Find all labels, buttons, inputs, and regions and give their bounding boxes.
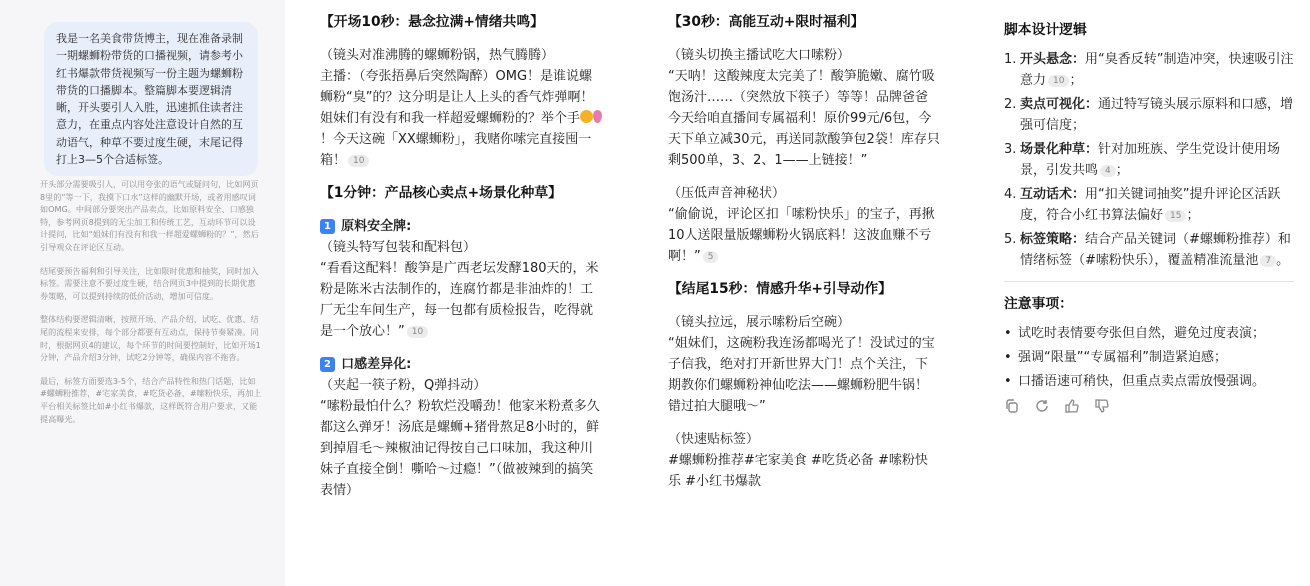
list-item-text: 通过特写镜头展示原料和口感，增强可信度； <box>1020 97 1294 133</box>
list-item <box>1004 94 1302 136</box>
stage-direction: （镜头对准沸腾的螺蛳粉锅，热气腾腾） <box>320 48 555 63</box>
list-index: 5. <box>1004 232 1017 247</box>
user-prompt-bubble: 我是一名美食带货博主，现在准备录制一期螺蛳粉带货的口播视频，请参考小红书爆款带货视频写一份主题为螺蛳粉带货的口播脚本。整篇脚本要逻辑清晰，开头要引人入胜，迅速抓住读者注意力，在重点内容处注意设计自然的互动语气，种草不要过度生硬，末尾记得打上3—5个合适标签。 <box>44 22 258 176</box>
list-item <box>1004 184 1302 226</box>
citation-badge[interactable]: 4 <box>1100 165 1116 177</box>
list-item-title: 开头悬念： <box>1020 52 1086 67</box>
prompt-panel <box>0 0 285 586</box>
citation-badge[interactable]: 10 <box>1048 75 1069 87</box>
list-item <box>1004 49 1302 91</box>
section-heading-core: 【1分钟：产品核心卖点+场景化种草】 <box>320 185 562 201</box>
list-index: 4. <box>1004 187 1017 202</box>
script-line: “嗦粉最怕什么？粉软烂没嚼劲！他家米粉煮多久都这么弹牙！汤底是螺蛳+猪骨熬足8小时的，鲜到掉眉毛～辣椒油记得按自己口味加，我这种川妹子直接全倒！嘶哈～过瘾！”（做被辣到的搞笑表情） <box>320 399 600 498</box>
list-item-tail: 。 <box>1276 253 1290 268</box>
script-line <box>320 66 602 171</box>
script-text: “看看这配料！酸笋是广西老坛发酵180天的，米粉是陈米古法制作的，连腐竹都是非油炸的！工厂无尘车间生产，每一包都有质检报告，吃得就是一个放心！” <box>320 261 599 339</box>
thinking-paragraph: 开头部分需要吸引人，可以用夸张的语气或疑问句，比如网页8里的“等一下，我摸下口水”这样的幽默开场，或者用感叹词如OMG。中间部分要突出产品卖点，比如原料安全、口感独特，参考网页8提到的无尘加工和传统工艺，互动环节可以设计提问，比如“姐妹们有没有和我一样超爱螺蛳粉的？”，然后引导观众在评论区互动。 <box>40 179 259 252</box>
notes-heading: 注意事项： <box>1004 296 1073 312</box>
list-item-tail: ； <box>1186 208 1200 223</box>
citation-badge[interactable]: 10 <box>407 326 428 338</box>
notes-list <box>1004 323 1302 392</box>
section-heading-ending: 【结尾15秒：情感升华+引导动作】 <box>668 281 892 297</box>
stage-direction: （镜头切换主播试吃大口嗦粉） <box>668 48 851 63</box>
note-text: 试吃时表情要夸张但自然，避免过度表演； <box>1018 326 1266 341</box>
list-item <box>1004 371 1302 392</box>
list-item <box>1004 347 1302 368</box>
script-panel-2 <box>648 0 948 586</box>
script-line <box>320 258 602 342</box>
script-text: 主播：（夸张捂鼻后突然陶醉）OMG！是谁说螺蛳粉“臭”的？这分明是让人上头的香气炸弹啊！姐妹们有没有和我一样超爱螺蛳粉的？举个手 <box>320 69 594 126</box>
thinking-paragraph: 最后，标签方面要选3-5个，结合产品特性和热门话题，比如#螺蛳粉推荐，#宅家美食，#吃货必备，#嗦粉快乐，再加上平台相关标签比如#小红书爆款，这样既符合用户要求，又能提高曝光。 <box>40 375 262 424</box>
point-title <box>320 216 602 237</box>
logic-heading: 脚本设计逻辑 <box>1004 22 1087 38</box>
list-item-title: 互动话术： <box>1020 187 1086 202</box>
hashtags: #螺蛳粉推荐#宅家美食 #吃货必备 #嗦粉快乐 #小红书爆款 <box>668 453 928 489</box>
message-toolbar <box>1004 398 1302 414</box>
note-text: 口播语速可稍快，但重点卖点需放慢强调。 <box>1018 374 1266 389</box>
point-title <box>320 354 602 375</box>
list-item-title: 标签策略： <box>1020 232 1086 247</box>
bullet: • <box>1004 374 1012 389</box>
citation-badge[interactable]: 5 <box>703 251 719 263</box>
logic-panel <box>990 0 1310 586</box>
script-line: “姐妹们，这碗粉我连汤都喝光了！没试过的宝子信我，绝对打开新世界大门！点个关注，下期教你们螺蛳粉神仙吃法——螺蛳粉肥牛锅！错过拍大腿哦～” <box>668 336 935 414</box>
point-title-text: 原料安全牌: <box>341 219 412 234</box>
list-item-text: 针对加班族、学生党设计使用场景，引发共鸣 <box>1020 142 1281 178</box>
stage-direction: （快速贴标签） <box>668 432 760 447</box>
thinking-text <box>40 178 262 436</box>
bullet: • <box>1004 350 1012 365</box>
stage-direction: （夹起一筷子粉，Q弹抖动） <box>320 378 487 393</box>
script-text: “偷偷说，评论区扣「嗦粉快乐」的宝子，再揪10人送限量版螺蛳粉火锅底料！这波血赚不亏啊！” <box>668 207 935 264</box>
point-title-text: 口感差异化: <box>341 357 412 372</box>
script-line: “天呐！这酸辣度太完美了！酸笋脆嫩、腐竹吸饱汤汁……（突然放下筷子）等等！品牌爸爸今天给咱直播间专属福利！原价99元/6包，今天下单立减30元，再送同款酸笋包2袋！库存只剩500单，3、2、1——上链接！” <box>668 69 940 168</box>
divider <box>1004 281 1294 282</box>
thinking-paragraph: 整体结构要逻辑清晰，按照开场、产品介绍、试吃、优惠、结尾的流程来安排，每个部分都要有互动点，保持节奏紧凑。同时，根据网页4的建议，每个环节的时间要控制好，比如开场1分钟，产品介绍3分钟，试吃2分钟等，确保内容不拖沓。 <box>40 314 261 363</box>
script-text: ！今天这碗「XX螺蛳粉」，我赌你嗦完直接囤一箱！ <box>320 132 592 168</box>
note-text: 强调“限量”“专属福利”制造紧迫感； <box>1018 350 1227 365</box>
section-heading-interact: 【30秒：高能互动+限时福利】 <box>668 14 865 30</box>
stage-direction: （压低声音神秘状） <box>668 186 786 201</box>
citation-badge[interactable]: 15 <box>1165 210 1186 222</box>
stage-direction: （镜头特写包装和配料包） <box>320 240 477 255</box>
list-index: 1. <box>1004 52 1017 67</box>
list-item-title: 卖点可视化： <box>1020 97 1099 112</box>
logic-list <box>1004 49 1302 271</box>
thumbs-down-icon[interactable] <box>1094 398 1110 414</box>
keycap-one-icon: 1 <box>320 219 335 234</box>
citation-badge[interactable]: 10 <box>348 155 369 167</box>
keycap-two-icon: 2 <box>320 357 335 372</box>
bullet: • <box>1004 326 1012 341</box>
script-line <box>668 204 940 267</box>
list-item <box>1004 139 1302 181</box>
list-item-text: 用“扣关键词抽奖”提升评论区活跃度，符合小红书算法偏好 <box>1020 187 1281 223</box>
list-item-text: 用“臭香反转”制造冲突，快速吸引注意力 <box>1020 52 1294 88</box>
stage-direction: （镜头拉远，展示嗦粉后空碗） <box>668 315 851 330</box>
regenerate-icon[interactable] <box>1034 398 1050 414</box>
list-item-tail: ； <box>1115 163 1129 178</box>
raise-hand-emoji-icon <box>580 110 593 123</box>
thinking-paragraph: 结尾要预告福利和引导关注，比如限时优惠和抽奖，同时加入标签。需要注意不要过度生硬，结合网页3中提到的长期优惠券策略，可以提到持续的低价活动，增加可信度。 <box>40 265 259 301</box>
script-panel-1 <box>300 0 610 586</box>
copy-icon[interactable] <box>1004 398 1020 414</box>
section-heading-open: 【开场10秒：悬念拉满+情绪共鸣】 <box>320 14 544 30</box>
list-item-text: 结合产品关键词（#螺蛳粉推荐）和情绪标签（#嗦粉快乐），覆盖精准流量池 <box>1020 232 1291 268</box>
list-item-tail: ； <box>1069 73 1083 88</box>
citation-badge[interactable]: 7 <box>1260 255 1276 267</box>
list-item-title: 场景化种草： <box>1020 142 1099 157</box>
list-index: 2. <box>1004 97 1017 112</box>
list-item <box>1004 323 1302 344</box>
female-sign-emoji-icon <box>593 110 602 123</box>
list-item <box>1004 229 1302 271</box>
list-index: 3. <box>1004 142 1017 157</box>
thumbs-up-icon[interactable] <box>1064 398 1080 414</box>
